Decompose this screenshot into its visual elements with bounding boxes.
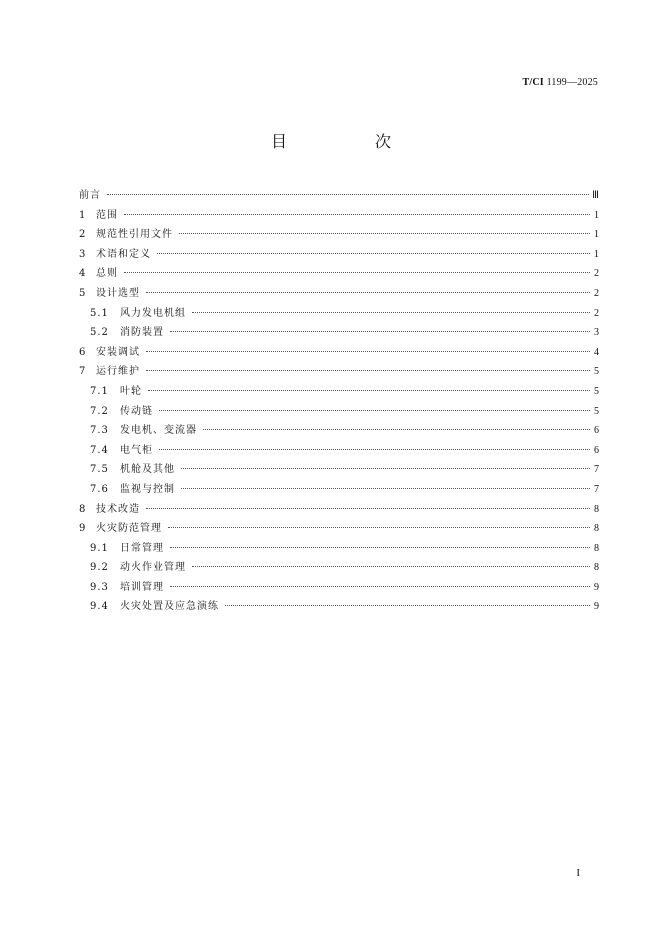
toc-entry-number: 9.2	[90, 562, 109, 574]
toc-entry-page: 5	[594, 366, 599, 378]
toc-entry-number: 7.5	[90, 464, 109, 476]
toc-entry-page: 2	[594, 287, 599, 299]
toc-entry-page: 6	[594, 444, 599, 456]
toc-entry[interactable]	[79, 225, 599, 245]
toc-entry-number: 9	[79, 523, 87, 535]
toc-entry[interactable]	[79, 284, 599, 304]
page-number: I	[576, 867, 580, 879]
toc-entry-number: 7.1	[90, 385, 109, 397]
document-code	[522, 77, 598, 88]
toc-leader-dots	[146, 370, 590, 371]
toc-entry-label: 培训管理	[120, 581, 164, 593]
toc-entry[interactable]	[79, 441, 599, 461]
toc-leader-dots	[168, 527, 590, 528]
toc-entry-number: 6	[79, 346, 87, 358]
toc-entry[interactable]	[79, 304, 599, 324]
toc-entry-label: 安装调试	[96, 346, 140, 358]
toc-entry-label: 总则	[96, 268, 118, 280]
toc-entry-page: 2	[594, 268, 599, 280]
toc-entry[interactable]	[79, 421, 599, 441]
toc-leader-dots	[170, 547, 590, 548]
toc-entry-number: 7	[79, 366, 87, 378]
toc-entry-page: Ⅲ	[592, 190, 599, 201]
toc-entry-page: 1	[594, 229, 599, 241]
toc-entry-label: 电气柜	[120, 444, 153, 456]
toc-leader-dots	[124, 214, 590, 215]
toc-entry-label: 前言	[79, 190, 101, 201]
toc-entry-label: 规范性引用文件	[96, 229, 173, 241]
toc-leader-dots	[225, 605, 590, 606]
toc-entry-number: 7.2	[90, 405, 109, 417]
toc-entry-number: 2	[79, 229, 87, 241]
toc-entry-label: 技术改造	[96, 503, 140, 515]
toc-entry-number: 7.6	[90, 483, 109, 495]
toc-leader-dots	[159, 449, 590, 450]
toc-entry-page: 6	[594, 425, 599, 437]
toc-entry-page: 8	[594, 523, 599, 535]
toc-entry-page: 2	[594, 307, 599, 319]
toc-entry-page: 1	[594, 209, 599, 221]
toc-entry-page: 8	[594, 503, 599, 515]
toc-entry-page: 5	[594, 405, 599, 417]
toc-leader-dots	[146, 292, 590, 293]
toc-leader-dots	[179, 233, 590, 234]
toc-entry-label: 消防装置	[120, 327, 164, 339]
toc-leader-dots	[181, 488, 590, 489]
toc-leader-dots	[148, 390, 590, 391]
toc-entry-number: 7.3	[90, 425, 109, 437]
toc-leader-dots	[192, 566, 590, 567]
toc-leader-dots	[181, 468, 590, 469]
toc-entry-label: 传动链	[120, 405, 153, 417]
toc-entry-label: 叶轮	[120, 385, 142, 397]
toc-entry-number: 1	[79, 209, 87, 221]
toc-entry-page: 9	[594, 581, 599, 593]
toc-leader-dots	[124, 272, 590, 273]
toc-entry[interactable]	[79, 539, 599, 559]
toc-entry[interactable]	[79, 460, 599, 480]
toc-leader-dots	[170, 586, 590, 587]
toc-entry-number: 8	[79, 503, 87, 515]
toc-entry-label: 监视与控制	[120, 483, 175, 495]
toc-entry-page: 8	[594, 542, 599, 554]
toc-entry-page: 5	[594, 385, 599, 397]
toc-entry-page: 4	[594, 346, 599, 358]
toc-entry[interactable]	[79, 186, 599, 206]
toc-entry-label: 术语和定义	[96, 248, 151, 260]
toc-entry-number: 5.2	[90, 327, 109, 339]
toc-entry-label: 火灾处置及应急演练	[120, 601, 219, 613]
toc-entry-label: 设计选型	[96, 287, 140, 299]
toc-leader-dots	[146, 508, 590, 509]
toc-entry-page: 7	[594, 464, 599, 476]
toc-entry-label: 日常管理	[120, 542, 164, 554]
toc-entry[interactable]	[79, 245, 599, 265]
page-title: 目 次	[270, 132, 427, 151]
toc-entry-number: 7.4	[90, 444, 109, 456]
toc-entry[interactable]	[79, 558, 599, 578]
toc-entry-page: 9	[594, 601, 599, 613]
toc-entry-label: 机舱及其他	[120, 464, 175, 476]
toc-entry-number: 9.3	[90, 581, 109, 593]
toc-leader-dots	[146, 351, 590, 352]
toc-entry[interactable]	[79, 519, 599, 539]
toc-leader-dots	[159, 410, 590, 411]
toc-entry[interactable]	[79, 597, 599, 617]
toc-entry-label: 火灾防范管理	[96, 523, 162, 535]
toc-entry-label: 动火作业管理	[120, 562, 186, 574]
document-code-number: 1199—2025	[546, 77, 598, 88]
toc-entry-label: 运行维护	[96, 366, 140, 378]
toc-entry[interactable]	[79, 480, 599, 500]
toc-entry[interactable]	[79, 362, 599, 382]
toc-entry[interactable]	[79, 402, 599, 422]
toc-leader-dots	[203, 429, 590, 430]
toc-entry-page: 7	[594, 483, 599, 495]
toc-entry-number: 3	[79, 248, 87, 260]
toc-leader-dots	[170, 331, 590, 332]
toc-entry-label: 发电机、变流器	[120, 425, 197, 437]
toc-entry[interactable]	[79, 206, 599, 226]
toc-entry[interactable]	[79, 264, 599, 284]
toc-entry-page: 3	[594, 327, 599, 339]
toc-entry-label: 范围	[96, 209, 118, 221]
toc-entry[interactable]	[79, 323, 599, 343]
toc-leader-dots	[157, 253, 590, 254]
toc-entry-number: 5.1	[90, 307, 109, 319]
toc-entry-number: 9.4	[90, 601, 109, 613]
toc-entry-label: 风力发电机组	[120, 307, 186, 319]
toc-entry-number: 4	[79, 268, 87, 280]
document-code-prefix: T/CI	[522, 77, 544, 88]
toc-entry[interactable]	[79, 500, 599, 520]
table-of-contents	[79, 186, 599, 617]
toc-entry-page: 1	[594, 248, 599, 260]
toc-entry-number: 5	[79, 287, 87, 299]
toc-leader-dots	[107, 194, 589, 195]
toc-entry[interactable]	[79, 382, 599, 402]
toc-entry-number: 9.1	[90, 542, 109, 554]
toc-entry[interactable]	[79, 578, 599, 598]
toc-leader-dots	[192, 312, 590, 313]
toc-entry-page: 8	[594, 562, 599, 574]
toc-entry[interactable]	[79, 343, 599, 363]
